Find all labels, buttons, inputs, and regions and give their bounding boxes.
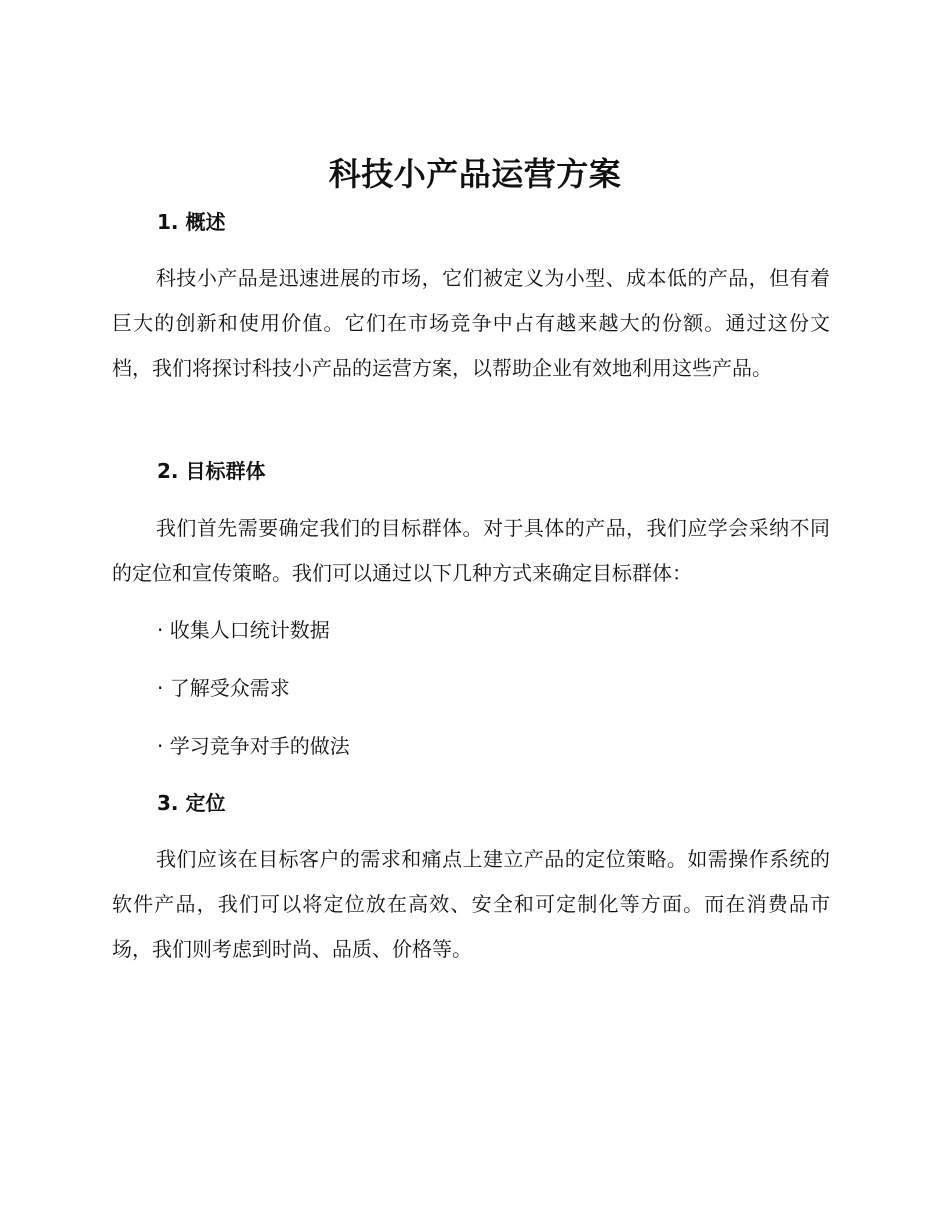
- bullet-item-demographics: · 收集人口统计数据: [157, 618, 330, 642]
- section-paragraph-target-group: 我们首先需要确定我们的目标群体。对于具体的产品，我们应学会采纳不同的定位和宣传策略。我们可以通过以下几种方式来确定目标群体：: [112, 516, 830, 585]
- bullet-item-competitors: · 学习竞争对手的做法: [157, 734, 350, 758]
- document-title: 科技小产品运营方案: [328, 155, 622, 193]
- section-paragraph-positioning: 我们应该在目标客户的需求和痛点上建立产品的定位策略。如需操作系统的软件产品，我们可以将定位放在高效、安全和可定制化等方面。而在消费品市场，我们则考虑到时尚、品质、价格等。: [112, 847, 830, 961]
- bullet-item-audience-needs: · 了解受众需求: [157, 676, 290, 700]
- section-heading-overview: 1. 概述: [157, 210, 226, 234]
- section-heading-positioning: 3. 定位: [157, 791, 226, 815]
- section-heading-target-group: 2. 目标群体: [157, 459, 266, 483]
- section-paragraph-overview: 科技小产品是迅速进展的市场，它们被定义为小型、成本低的产品，但有着巨大的创新和使用价值。它们在市场竞争中占有越来越大的份额。通过这份文档，我们将探讨科技小产品的运营方案，以帮助企业有效地利用这些产品。: [112, 266, 830, 380]
